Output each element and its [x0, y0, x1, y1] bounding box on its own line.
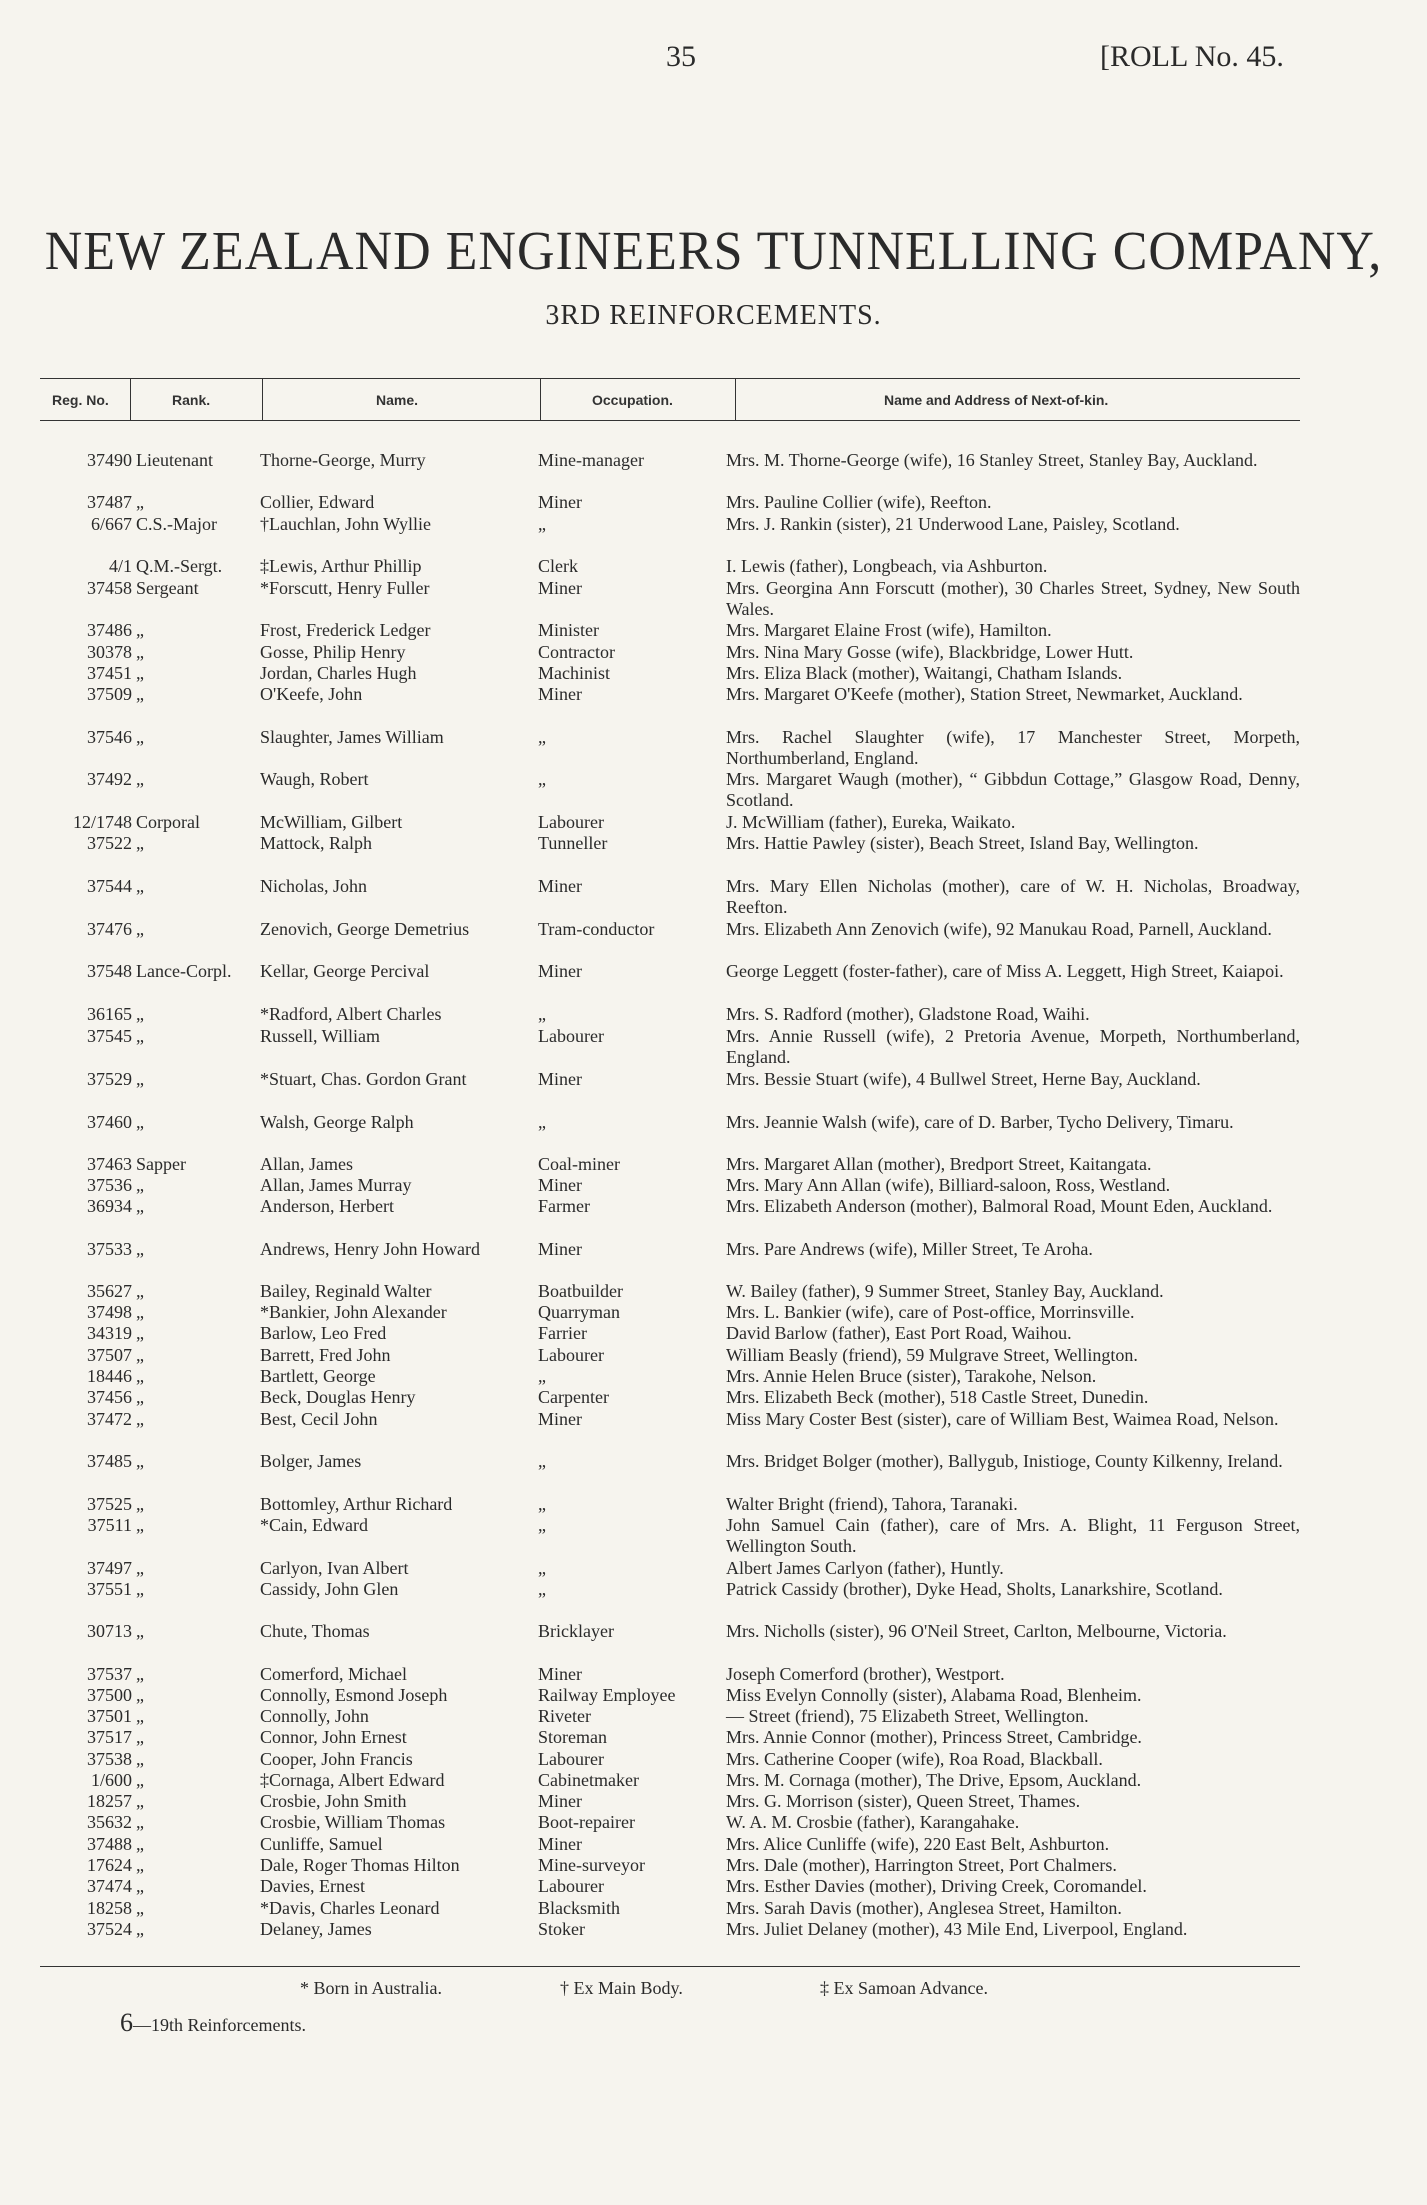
reg-cell: 37460: [87, 1112, 132, 1132]
reg-cell: 37551: [87, 1579, 132, 1599]
reg-cell: 37497: [87, 1558, 132, 1578]
next-of-kin-cell: Mrs. Catherine Cooper (wife), Roa Road, Blackball.: [726, 1749, 1103, 1769]
next-of-kin-cell: Mrs. S. Radford (mother), Gladstone Road, Waihi.: [726, 1004, 1090, 1024]
rank-cell: „: [136, 663, 144, 683]
reg-cell: 37524: [87, 1919, 132, 1939]
occupation-cell: Contractor: [538, 642, 615, 662]
next-of-kin-cell: Mrs. Margaret Allan (mother), Bredport Street, Kaitangata.: [726, 1154, 1152, 1174]
next-of-kin-cell: Walter Bright (friend), Tahora, Taranaki.: [726, 1494, 1018, 1514]
rank-cell: „: [136, 1727, 144, 1747]
reg-cell: 30378: [87, 642, 132, 662]
column-header-rank: Rank.: [172, 392, 211, 408]
name-cell: †Lauchlan, John Wyllie: [260, 514, 432, 534]
name-cell: Kellar, George Percival: [260, 961, 430, 981]
next-of-kin-cell: Mrs. Elizabeth Anderson (mother), Balmoral Road, Mount Eden, Auckland.: [726, 1196, 1273, 1216]
occupation-cell: „: [538, 1558, 546, 1578]
footer-text: —19th Reinforcements.: [133, 2015, 306, 2035]
rank-cell: „: [136, 1812, 144, 1832]
rank-cell: Lieutenant: [136, 450, 213, 470]
name-cell: ‡Cornaga, Albert Edward: [260, 1770, 445, 1790]
next-of-kin-cell: Mrs. Hattie Pawley (sister), Beach Street, Island Bay, Wellington.: [726, 833, 1199, 853]
next-of-kin-cell: Mrs. Bridget Bolger (mother), Ballygub, Inistioge, County Kilkenny, Ireland.: [726, 1451, 1283, 1471]
rank-cell: „: [136, 492, 144, 512]
reg-cell: 37487: [87, 492, 132, 512]
name-cell: Allan, James: [260, 1154, 353, 1174]
next-of-kin-cell: Mrs. M. Thorne-George (wife), 16 Stanley Street, Stanley Bay, Auckland.: [726, 450, 1258, 470]
next-of-kin-cell: Mrs. Elizabeth Ann Zenovich (wife), 92 Manukau Road, Parnell, Auckland.: [726, 919, 1272, 939]
rank-cell: „: [136, 620, 144, 640]
occupation-cell: Farmer: [538, 1196, 590, 1216]
next-of-kin-cell: Mrs. L. Bankier (wife), care of Post-office, Morrinsville.: [726, 1302, 1135, 1322]
occupation-cell: Miner: [538, 1069, 582, 1089]
name-cell: *Forscutt, Henry Fuller: [260, 578, 430, 598]
name-cell: Thorne-George, Murry: [260, 450, 426, 470]
occupation-cell: „: [538, 1004, 546, 1024]
name-cell: McWilliam, Gilbert: [260, 812, 403, 832]
occupation-cell: Stoker: [538, 1919, 585, 1939]
reg-cell: 4/1: [108, 556, 132, 576]
name-cell: Bailey, Reginald Walter: [260, 1281, 432, 1301]
next-of-kin-cell: Miss Evelyn Connolly (sister), Alabama Road, Blenheim.: [726, 1685, 1142, 1705]
name-cell: Delaney, James: [260, 1919, 372, 1939]
reg-cell: 37472: [87, 1409, 132, 1429]
rank-cell: „: [136, 1494, 144, 1514]
next-of-kin-cell: Mrs. M. Cornaga (mother), The Drive, Epsom, Auckland.: [726, 1770, 1142, 1790]
column-header-reg: Reg. No.: [52, 392, 109, 408]
footnote-samoan: ‡ Ex Samoan Advance.: [820, 1978, 988, 1998]
occupation-cell: Miner: [538, 1834, 582, 1854]
rank-cell: „: [136, 1281, 144, 1301]
rank-cell: „: [136, 1004, 144, 1024]
reg-cell: 37537: [87, 1664, 132, 1684]
rank-cell: „: [136, 1770, 144, 1790]
name-cell: Jordan, Charles Hugh: [260, 663, 417, 683]
occupation-cell: Boot-repairer: [538, 1812, 635, 1832]
rank-cell: „: [136, 1664, 144, 1684]
rank-cell: „: [136, 684, 144, 704]
next-of-kin-cell: Mrs. Bessie Stuart (wife), 4 Bullwel Street, Herne Bay, Auckland.: [726, 1069, 1201, 1089]
occupation-cell: „: [538, 1515, 546, 1535]
reg-cell: 37492: [87, 769, 132, 789]
occupation-cell: Railway Employee: [538, 1685, 676, 1705]
reg-cell: 37545: [87, 1026, 132, 1046]
name-cell: Carlyon, Ivan Albert: [260, 1558, 409, 1578]
next-of-kin-cell: Mrs. G. Morrison (sister), Queen Street, Thames.: [726, 1791, 1081, 1811]
footnote-born: * Born in Australia.: [300, 1978, 442, 1998]
rank-cell: „: [136, 1345, 144, 1365]
occupation-cell: Mine-manager: [538, 450, 644, 470]
reg-cell: 37476: [87, 919, 132, 939]
next-of-kin-cell: Mrs. Alice Cunliffe (wife), 220 East Belt, Ashburton.: [726, 1834, 1110, 1854]
next-of-kin-cell: Mrs. Georgina Ann Forscutt (mother), 30 Charles Street, Sydney, New South Wales.: [726, 578, 1300, 619]
name-cell: Mattock, Ralph: [260, 833, 372, 853]
name-cell: Best, Cecil John: [260, 1409, 378, 1429]
name-cell: Bottomley, Arthur Richard: [260, 1494, 453, 1514]
reg-cell: 34319: [87, 1323, 132, 1343]
rank-cell: Corporal: [136, 812, 200, 832]
reg-cell: 37533: [87, 1239, 132, 1259]
name-cell: Cunliffe, Samuel: [260, 1834, 383, 1854]
reg-cell: 37456: [87, 1387, 132, 1407]
footer-note: [120, 2008, 306, 2038]
next-of-kin-cell: Mrs. J. Rankin (sister), 21 Underwood Lane, Paisley, Scotland.: [726, 514, 1180, 534]
occupation-cell: Carpenter: [538, 1387, 609, 1407]
footer-number: 6: [120, 2008, 133, 2037]
occupation-cell: Tunneller: [538, 833, 608, 853]
rank-cell: „: [136, 1834, 144, 1854]
next-of-kin-cell: David Barlow (father), East Port Road, Waihou.: [726, 1323, 1072, 1343]
next-of-kin-cell: Mrs. Eliza Black (mother), Waitangi, Chatham Islands.: [726, 663, 1123, 683]
next-of-kin-cell: J. McWilliam (father), Eureka, Waikato.: [726, 812, 1016, 832]
name-cell: *Radford, Albert Charles: [260, 1004, 442, 1024]
reg-cell: 37498: [87, 1302, 132, 1322]
occupation-cell: Labourer: [538, 1026, 604, 1046]
occupation-cell: Storeman: [538, 1727, 607, 1747]
reg-cell: 37485: [87, 1451, 132, 1471]
name-cell: *Davis, Charles Leonard: [260, 1898, 440, 1918]
reg-cell: 37451: [87, 663, 132, 683]
reg-cell: 37522: [87, 833, 132, 853]
name-cell: Frost, Frederick Ledger: [260, 620, 431, 640]
name-cell: Connolly, John: [260, 1706, 369, 1726]
rank-cell: Sapper: [136, 1154, 186, 1174]
next-of-kin-cell: Mrs. Dale (mother), Harrington Street, Port Chalmers.: [726, 1855, 1117, 1875]
name-cell: Waugh, Robert: [260, 769, 369, 789]
name-cell: Barrett, Fred John: [260, 1345, 391, 1365]
column-header-name: Name.: [376, 392, 419, 408]
rank-cell: „: [136, 1175, 144, 1195]
occupation-cell: Minister: [538, 620, 599, 640]
name-cell: Gosse, Philip Henry: [260, 642, 406, 662]
next-of-kin-cell: Mrs. Esther Davies (mother), Driving Creek, Coromandel.: [726, 1876, 1147, 1896]
column-header-kin: Name and Address of Next-of-kin.: [884, 392, 1109, 408]
reg-cell: 18258: [87, 1898, 132, 1918]
reg-cell: 35632: [87, 1812, 132, 1832]
reg-cell: 37536: [87, 1175, 132, 1195]
occupation-cell: Miner: [538, 1791, 582, 1811]
column-divider: [262, 378, 263, 420]
rank-cell: „: [136, 1515, 144, 1535]
rank-cell: „: [136, 1876, 144, 1896]
next-of-kin-cell: W. A. M. Crosbie (father), Karangahake.: [726, 1812, 1020, 1832]
occupation-cell: Miner: [538, 578, 582, 598]
rank-cell: „: [136, 876, 144, 896]
rank-cell: „: [136, 1621, 144, 1641]
header-bottom-rule: [40, 420, 1300, 421]
next-of-kin-cell: Mrs. Pauline Collier (wife), Reefton.: [726, 492, 992, 512]
name-cell: Davies, Ernest: [260, 1876, 365, 1896]
occupation-cell: Miner: [538, 1664, 582, 1684]
next-of-kin-cell: Mrs. Rachel Slaughter (wife), 17 Manchester Street, Morpeth, Northumberland, England.: [726, 727, 1300, 768]
reg-cell: 12/1748: [72, 812, 132, 832]
reg-cell: 35627: [87, 1281, 132, 1301]
rank-cell: „: [136, 1558, 144, 1578]
name-cell: Dale, Roger Thomas Hilton: [260, 1855, 460, 1875]
next-of-kin-cell: Mrs. Margaret Waugh (mother), “ Gibbdun Cottage,” Glasgow Road, Denny, Scotland.: [726, 769, 1300, 810]
name-cell: O'Keefe, John: [260, 684, 363, 704]
occupation-cell: Riveter: [538, 1706, 591, 1726]
reg-cell: 30713: [87, 1621, 132, 1641]
occupation-cell: Labourer: [538, 1345, 604, 1365]
reg-cell: 36165: [87, 1004, 132, 1024]
next-of-kin-cell: Mrs. Margaret Elaine Frost (wife), Hamilton.: [726, 620, 1052, 640]
occupation-cell: Coal-miner: [538, 1154, 620, 1174]
name-cell: Chute, Thomas: [260, 1621, 370, 1641]
reg-cell: 37546: [87, 727, 132, 747]
name-cell: *Cain, Edward: [260, 1515, 368, 1535]
reg-cell: 17624: [87, 1855, 132, 1875]
name-cell: Barlow, Leo Fred: [260, 1323, 387, 1343]
page-number: 35: [666, 40, 696, 73]
next-of-kin-cell: George Leggett (foster-father), care of Miss A. Leggett, High Street, Kaiapoi.: [726, 961, 1284, 981]
rank-cell: „: [136, 727, 144, 747]
occupation-cell: Miner: [538, 492, 582, 512]
name-cell: Cassidy, John Glen: [260, 1579, 399, 1599]
rank-cell: „: [136, 919, 144, 939]
next-of-kin-cell: Mrs. Juliet Delaney (mother), 43 Mile End, Liverpool, England.: [726, 1919, 1188, 1939]
next-of-kin-cell: W. Bailey (father), 9 Summer Street, Stanley Bay, Auckland.: [726, 1281, 1164, 1301]
occupation-cell: Boatbuilder: [538, 1281, 623, 1301]
rank-cell: C.S.-Major: [136, 514, 217, 534]
next-of-kin-cell: John Samuel Cain (father), care of Mrs. A. Blight, 11 Ferguson Street, Wellington South.: [726, 1515, 1300, 1556]
occupation-cell: Clerk: [538, 556, 578, 576]
page-subtitle: 3RD REINFORCEMENTS.: [545, 300, 882, 331]
rank-cell: „: [136, 1069, 144, 1089]
next-of-kin-cell: Mrs. Mary Ellen Nicholas (mother), care of W. H. Nicholas, Broadway, Reefton.: [726, 876, 1300, 917]
rank-cell: „: [136, 1196, 144, 1216]
next-of-kin-cell: Mrs. Pare Andrews (wife), Miller Street, Te Aroha.: [726, 1239, 1093, 1259]
occupation-cell: Labourer: [538, 1749, 604, 1769]
occupation-cell: Labourer: [538, 1876, 604, 1896]
name-cell: *Bankier, John Alexander: [260, 1302, 447, 1322]
rank-cell: „: [136, 1323, 144, 1343]
rank-cell: „: [136, 1451, 144, 1471]
reg-cell: 37486: [87, 620, 132, 640]
name-cell: Allan, James Murray: [260, 1175, 412, 1195]
name-cell: Crosbie, John Smith: [260, 1791, 407, 1811]
name-cell: Comerford, Michael: [260, 1664, 407, 1684]
next-of-kin-cell: Mrs. Mary Ann Allan (wife), Billiard-saloon, Ross, Westland.: [726, 1175, 1171, 1195]
occupation-cell: „: [538, 727, 546, 747]
reg-cell: 6/667: [90, 514, 132, 534]
reg-cell: 37488: [87, 1834, 132, 1854]
rank-cell: „: [136, 1366, 144, 1386]
rank-cell: „: [136, 1685, 144, 1705]
occupation-cell: Cabinetmaker: [538, 1770, 639, 1790]
reg-cell: 37544: [87, 876, 132, 896]
occupation-cell: Farrier: [538, 1323, 587, 1343]
rank-cell: „: [136, 1706, 144, 1726]
reg-cell: 18446: [87, 1366, 132, 1386]
occupation-cell: Labourer: [538, 812, 604, 832]
name-cell: Connolly, Esmond Joseph: [260, 1685, 448, 1705]
reg-cell: 37501: [87, 1706, 132, 1726]
rank-cell: „: [136, 1855, 144, 1875]
occupation-cell: „: [538, 514, 546, 534]
occupation-cell: „: [538, 1366, 546, 1386]
name-cell: ‡Lewis, Arthur Phillip: [260, 556, 422, 576]
occupation-cell: Blacksmith: [538, 1898, 620, 1918]
name-cell: Slaughter, James William: [260, 727, 444, 747]
occupation-cell: Machinist: [538, 663, 610, 683]
page-title: NEW ZEALAND ENGINEERS TUNNELLING COMPANY,: [44, 221, 1383, 282]
reg-cell: 37529: [87, 1069, 132, 1089]
roll-number: [ROLL No. 45.: [1100, 40, 1284, 73]
reg-cell: 37548: [87, 961, 132, 981]
reg-cell: 37474: [87, 1876, 132, 1896]
rank-cell: „: [136, 1579, 144, 1599]
rank-cell: „: [136, 1898, 144, 1918]
column-divider: [540, 378, 541, 420]
rank-cell: „: [136, 1302, 144, 1322]
next-of-kin-cell: Joseph Comerford (brother), Westport.: [726, 1664, 1005, 1684]
reg-cell: 37517: [87, 1727, 132, 1747]
reg-cell: 37538: [87, 1749, 132, 1769]
name-cell: Bartlett, George: [260, 1366, 376, 1386]
rank-cell: „: [136, 1919, 144, 1939]
name-cell: Crosbie, William Thomas: [260, 1812, 446, 1832]
next-of-kin-cell: William Beasly (friend), 59 Mulgrave Street, Wellington.: [726, 1345, 1138, 1365]
rank-cell: Sergeant: [136, 578, 199, 598]
next-of-kin-cell: Mrs. Annie Russell (wife), 2 Pretoria Avenue, Morpeth, Northumberland, England.: [726, 1026, 1300, 1067]
reg-cell: 37500: [87, 1685, 132, 1705]
occupation-cell: „: [538, 1579, 546, 1599]
reg-cell: 18257: [87, 1791, 132, 1811]
reg-cell: 1/600: [90, 1770, 132, 1790]
occupation-cell: Bricklayer: [538, 1621, 614, 1641]
occupation-cell: Miner: [538, 1239, 582, 1259]
occupation-cell: „: [538, 769, 546, 789]
occupation-cell: „: [538, 1112, 546, 1132]
next-of-kin-cell: Mrs. Sarah Davis (mother), Anglesea Street, Hamilton.: [726, 1898, 1122, 1918]
name-cell: Beck, Douglas Henry: [260, 1387, 416, 1407]
rank-cell: „: [136, 1239, 144, 1259]
name-cell: Cooper, John Francis: [260, 1749, 413, 1769]
rank-cell: Lance-Corpl.: [136, 961, 232, 981]
name-cell: Connor, John Ernest: [260, 1727, 407, 1747]
rank-cell: „: [136, 1749, 144, 1769]
reg-cell: 36934: [87, 1196, 132, 1216]
name-cell: Russell, William: [260, 1026, 380, 1046]
rank-cell: „: [136, 1409, 144, 1429]
rank-cell: „: [136, 1026, 144, 1046]
name-cell: Walsh, George Ralph: [260, 1112, 414, 1132]
column-header-occupation: Occupation.: [592, 392, 673, 408]
occupation-cell: „: [538, 1451, 546, 1471]
occupation-cell: „: [538, 1494, 546, 1514]
rank-cell: „: [136, 1112, 144, 1132]
occupation-cell: Mine-surveyor: [538, 1855, 645, 1875]
reg-cell: 37509: [87, 684, 132, 704]
rank-cell: Q.M.-Sergt.: [136, 556, 223, 576]
next-of-kin-cell: Mrs. Nina Mary Gosse (wife), Blackbridge, Lower Hutt.: [726, 642, 1134, 662]
occupation-cell: Miner: [538, 684, 582, 704]
reg-cell: 37507: [87, 1345, 132, 1365]
occupation-cell: Miner: [538, 1409, 582, 1429]
reg-cell: 37511: [87, 1515, 132, 1535]
rank-cell: „: [136, 1791, 144, 1811]
next-of-kin-cell: Mrs. Margaret O'Keefe (mother), Station Street, Newmarket, Auckland.: [726, 684, 1243, 704]
next-of-kin-cell: Mrs. Annie Connor (mother), Princess Street, Cambridge.: [726, 1727, 1142, 1747]
next-of-kin-cell: Patrick Cassidy (brother), Dyke Head, Sholts, Lanarkshire, Scotland.: [726, 1579, 1223, 1599]
name-cell: Collier, Edward: [260, 492, 375, 512]
table-bottom-rule: [40, 1966, 1300, 1967]
occupation-cell: Miner: [538, 961, 582, 981]
table-top-rule: [40, 378, 1300, 379]
next-of-kin-cell: Mrs. Jeannie Walsh (wife), care of D. Barber, Tycho Delivery, Timaru.: [726, 1112, 1234, 1132]
rank-cell: „: [136, 833, 144, 853]
next-of-kin-cell: Albert James Carlyon (father), Huntly.: [726, 1558, 1004, 1578]
occupation-cell: Miner: [538, 1175, 582, 1195]
reg-cell: 37463: [87, 1154, 132, 1174]
reg-cell: 37490: [87, 450, 132, 470]
name-cell: Andrews, Henry John Howard: [260, 1239, 480, 1259]
rank-cell: „: [136, 769, 144, 789]
next-of-kin-cell: Mrs. Nicholls (sister), 96 O'Neil Street, Carlton, Melbourne, Victoria.: [726, 1621, 1227, 1641]
name-cell: Bolger, James: [260, 1451, 362, 1471]
reg-cell: 37458: [87, 578, 132, 598]
rank-cell: „: [136, 1387, 144, 1407]
next-of-kin-cell: I. Lewis (father), Longbeach, via Ashburton.: [726, 556, 1048, 576]
footnote-main-body: † Ex Main Body.: [560, 1978, 683, 1998]
occupation-cell: Quarryman: [538, 1302, 620, 1322]
rank-cell: „: [136, 642, 144, 662]
next-of-kin-cell: Mrs. Annie Helen Bruce (sister), Tarakohe, Nelson.: [726, 1366, 1097, 1386]
name-cell: Nicholas, John: [260, 876, 367, 896]
next-of-kin-cell: Mrs. Elizabeth Beck (mother), 518 Castle Street, Dunedin.: [726, 1387, 1149, 1407]
reg-cell: 37525: [87, 1494, 132, 1514]
occupation-cell: Miner: [538, 876, 582, 896]
occupation-cell: Tram-conductor: [538, 919, 655, 939]
next-of-kin-cell: — Street (friend), 75 Elizabeth Street, Wellington.: [726, 1706, 1089, 1726]
column-divider: [735, 378, 736, 420]
next-of-kin-cell: Miss Mary Coster Best (sister), care of William Best, Waimea Road, Nelson.: [726, 1409, 1279, 1429]
name-cell: *Stuart, Chas. Gordon Grant: [260, 1069, 467, 1089]
name-cell: Zenovich, George Demetrius: [260, 919, 470, 939]
column-divider: [130, 378, 131, 420]
name-cell: Anderson, Herbert: [260, 1196, 394, 1216]
